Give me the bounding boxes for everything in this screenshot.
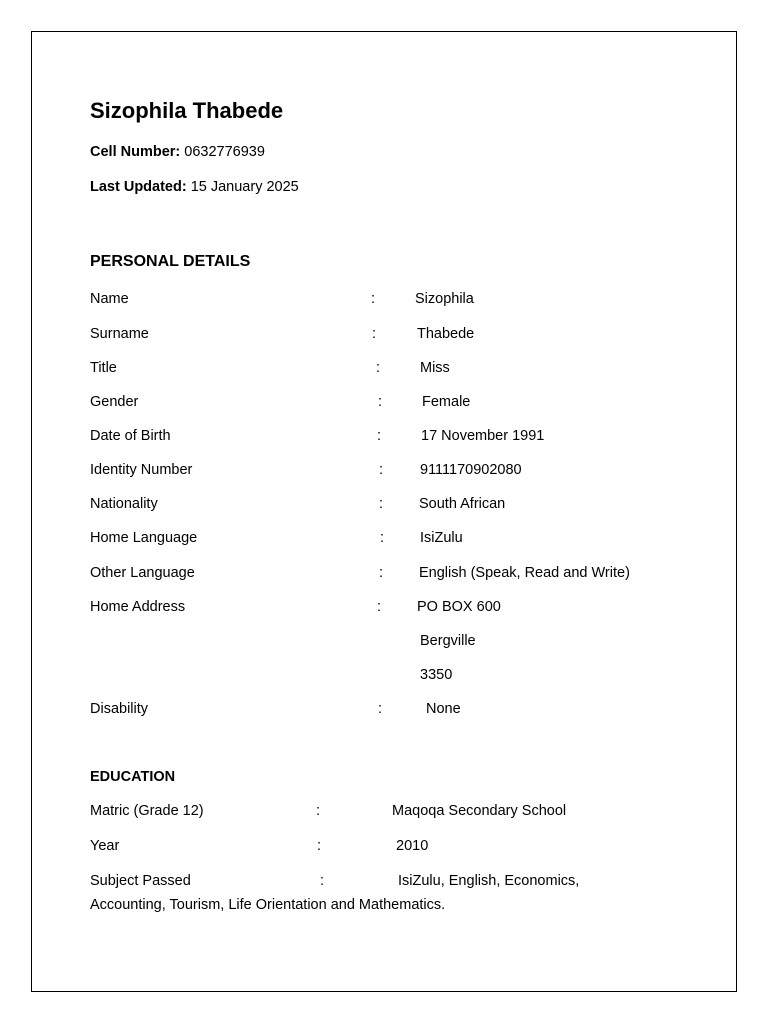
detail-value: None <box>426 701 461 717</box>
detail-value: PO BOX 600 <box>417 599 501 615</box>
last-updated-label: Last Updated: <box>90 179 187 195</box>
detail-value: 17 November 1991 <box>421 428 545 444</box>
detail-separator: : <box>379 565 384 581</box>
education-value: Maqoqa Secondary School <box>392 803 567 819</box>
detail-value: Sizophila <box>415 291 474 307</box>
cell-number-label: Cell Number: <box>90 144 181 160</box>
detail-label: Name <box>90 291 129 307</box>
detail-value: 3350 <box>420 667 453 683</box>
detail-separator: : <box>377 428 382 444</box>
detail-separator: : <box>376 360 381 376</box>
cell-number-value: 0632776939 <box>184 144 265 160</box>
detail-label: Title <box>90 360 117 376</box>
education-heading: EDUCATION <box>90 769 176 785</box>
detail-value: Miss <box>420 360 450 376</box>
detail-separator: : <box>379 462 384 478</box>
education-label: Matric (Grade 12) <box>90 803 204 819</box>
education-separator: : <box>320 873 325 889</box>
detail-value: English (Speak, Read and Write) <box>419 565 630 581</box>
detail-separator: : <box>380 530 385 546</box>
detail-label: Date of Birth <box>90 428 171 444</box>
education-label: Subject Passed <box>90 873 191 889</box>
detail-separator: : <box>377 599 382 615</box>
detail-separator: : <box>378 394 383 410</box>
personal-details-heading: PERSONAL DETAILS <box>90 253 251 270</box>
detail-label: Identity Number <box>90 462 193 478</box>
detail-label: Disability <box>90 701 149 717</box>
last-updated-value: 15 January 2025 <box>190 179 299 195</box>
full-name-heading: Sizophila Thabede <box>90 98 284 123</box>
detail-separator: : <box>378 701 383 717</box>
detail-value: South African <box>419 496 506 512</box>
last-updated-line <box>90 178 299 196</box>
education-label: Year <box>90 838 120 854</box>
education-separator: : <box>316 803 321 819</box>
detail-value: 9111170902080 <box>420 462 522 478</box>
education-value: 2010 <box>396 838 429 854</box>
detail-value: IsiZulu <box>420 530 463 546</box>
cell-number-line <box>90 143 265 161</box>
detail-label: Nationality <box>90 496 158 512</box>
detail-label: Home Language <box>90 530 198 546</box>
detail-label: Gender <box>90 394 139 410</box>
detail-separator: : <box>372 326 377 342</box>
detail-separator: : <box>379 496 384 512</box>
detail-value: Thabede <box>417 326 475 342</box>
detail-label: Surname <box>90 326 149 342</box>
education-subjects-continuation: Accounting, Tourism, Life Orientation and Mathematics. <box>90 897 446 913</box>
detail-value: Bergville <box>420 633 476 649</box>
detail-label: Home Address <box>90 599 186 615</box>
detail-label: Other Language <box>90 565 195 581</box>
detail-value: Female <box>422 394 471 410</box>
education-separator: : <box>317 838 322 854</box>
detail-separator: : <box>371 291 376 307</box>
education-value: IsiZulu, English, Economics, <box>398 873 580 889</box>
